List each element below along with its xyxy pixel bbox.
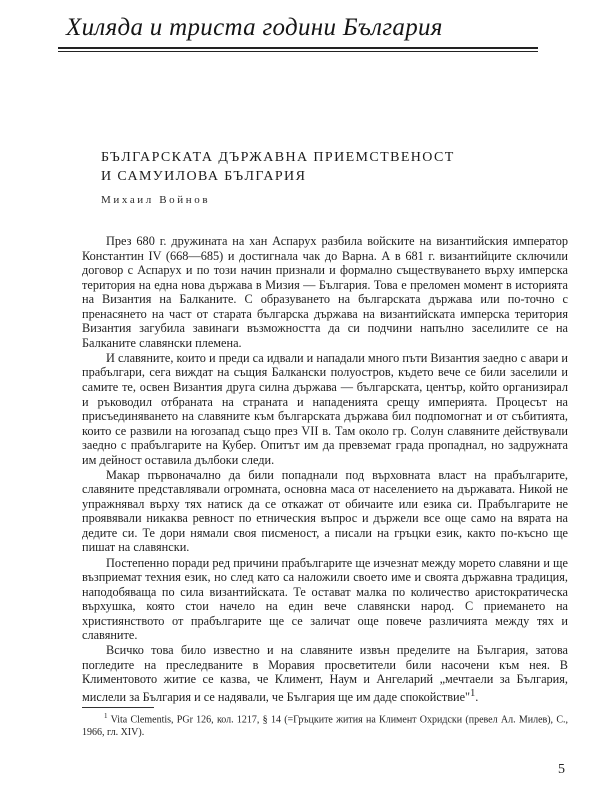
page-number: 5 [558,762,565,777]
footnote-marker: 1 [104,712,108,720]
article-title [101,148,455,186]
paragraph-3: Макар първоначално да били попаднали под върховната власт на прабългарите, славяните представлявали огромната, основна маса от населението на държавата. Никой не упражнявал върху тях натиск да се откажат от обичаите или езика си. Прабългарите не проявявали никаква ревност по етническия въпрос и държели все още само на вярата на дедите си. Те дори нямали своя писменост, а писали на гръцки език, както по-късно ще пишат на славянски. [82,467,568,555]
paragraph-5: Всичко това било известно и на славяните извън пределите на България, затова погледите на преследваните в Моравия просветители били насочени към нея. В Климентовото житие се казва, че Климент, Наум и Ангеларий „мечтаели за България, мислели за България и се надявали, че България ще им даде спокойствие"$^1$. [82,643,568,705]
paragraph-5-text: Всичко това било известно и на славяните извън пределите на България, затова погледите на преследваните в Моравия просветители били насочени към нея. В Климентовото житие се казва, че Климент, Наум и Ангеларий „мечтаели за България, мислели за България и се надявали, че България ще им даде спокойствие" [82,643,568,705]
article-body [82,234,568,705]
article-title-line-2: И САМУИЛОВА БЪЛГАРИЯ [101,169,307,184]
footnote [82,710,568,739]
author-name: Михаил Войнов [101,194,211,206]
footnote-text: Vita Clementis, PGr 126, кол. 1217, § 14 (=Гръцките жития на Климент Охридски (превел Ал. Милев), С., 1966, гл. XIV). [82,714,568,739]
footnote-rule [82,707,154,708]
paragraph-4: Постепенно поради ред причини прабългарите ще изчезнат между морето славяни и ще възприемат техния език, но след като са наложили своето име и своята държавна традиция, наподобяваща по сила византийската. Те остават малка по количество аристократическа върхушка, която стои начело на един вече славянски народ. С приемането на християнството от прабългарите ще се заличат още повече различията между тях и славяните. [82,555,568,643]
paragraph-2: И славяните, които и преди са идвали и нападали много пъти Византия заедно с авари и прабългари, сега виждат на същия Балкански полуостров, където вече се били заселили и самите те, освен Византия друга силна държава — българската, център, който организирал и ръководил отбраната на страната и нападенията срещу империята. Процесът на присъединяването на славяните към българската държава бил подпомогнат и от събитията, които се развили на югозапад също през VII в. Там около гр. Солун славяните действували заедно с прабългарите на Кубер. Опитът им да превземат града пропаднал, но задружната им дейност оставила дълбоки следи. [82,350,568,467]
running-head-rule [58,47,538,49]
running-head: Хиляда и триста години България [66,14,443,41]
paragraph-1: През 680 г. дружината на хан Аспарух разбила войските на византийския император Константин IV (668—685) и достигнала чак до Варна. А в 681 г. византийците сключили договор с Аспарух и по този начин признали и формално съществуването върху имперска територия на една нова държава в Мизия — България. Това е преломен момент в историята на Византия на Балканите. С образуването на българската държава или по-точно с пренасянето на част от старата българска държава на византийската имперска територия Византия загубила завинаги възможността да си подчини напълно заселилите се на Балканите славянски племена. [82,234,568,350]
footnote-reference: 1 [470,687,476,699]
article-title-line-1: БЪЛГАРСКАТА ДЪРЖАВНА ПРИЕМСТВЕНОСТ [101,150,455,165]
running-head-rule-thin [58,51,538,52]
